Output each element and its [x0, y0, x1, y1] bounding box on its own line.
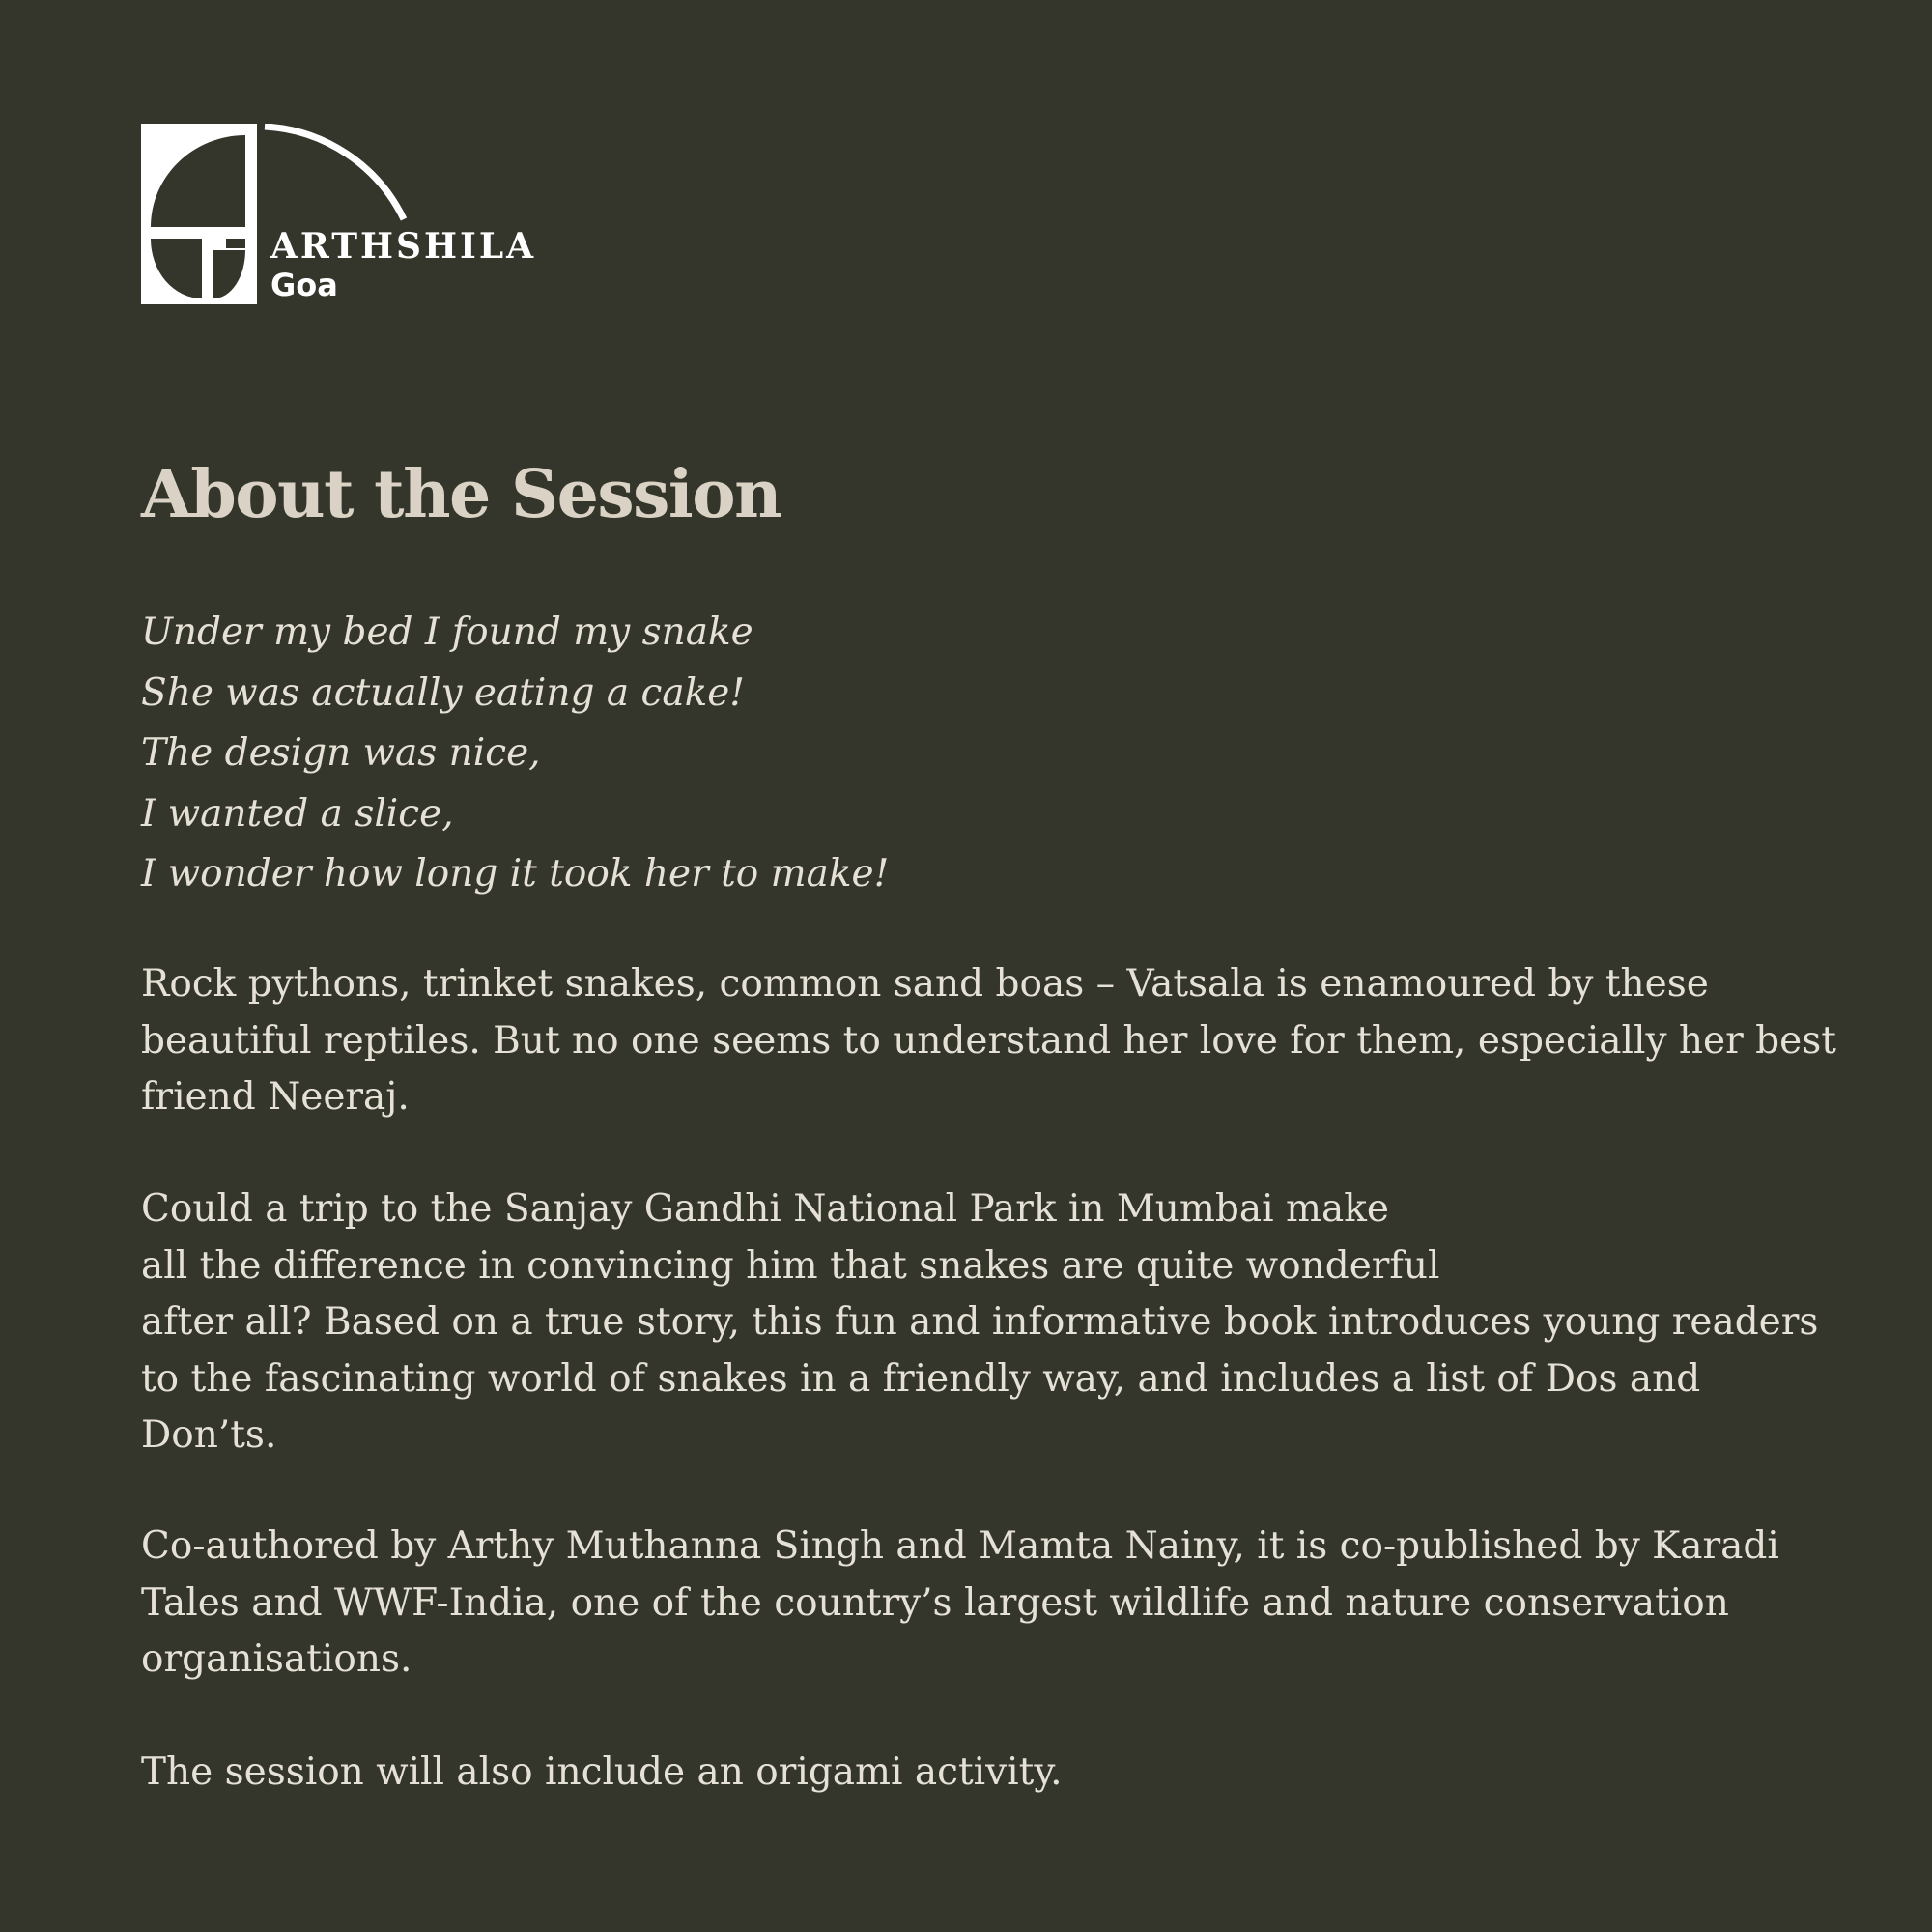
- paragraph-line: Don’ts.: [141, 1413, 277, 1457]
- paragraph-line: Tales and WWF-India, one of the country’s largest wildlife and nature conservation: [141, 1580, 1729, 1625]
- arthshila-logo: [141, 124, 537, 317]
- paragraph-line: organisations.: [141, 1637, 412, 1681]
- paragraph-authors: [141, 1519, 1812, 1689]
- poem-line: The design was nice,: [141, 731, 541, 775]
- paragraph-line: Could a trip to the Sanjay Gandhi National Park in Mumbai make: [141, 1187, 1389, 1231]
- paragraph-line: all the difference in convincing him that snakes are quite wonderful: [141, 1243, 1440, 1288]
- logo-city: Goa: [270, 267, 338, 303]
- page-title: About the Session: [141, 456, 781, 533]
- paragraph-book-description: [141, 1181, 1819, 1464]
- paragraph-activity: [141, 1745, 1812, 1802]
- paragraph-line: Co-authored by Arthy Muthanna Singh and Mamta Nainy, it is co-published by Karadi: [141, 1524, 1779, 1568]
- logo-name: ARTHSHILA: [270, 226, 537, 267]
- paragraph-line: The session will also include an origami activity.: [141, 1750, 1063, 1794]
- paragraph-line: to the fascinating world of snakes in a friendly way, and includes a list of Dos and: [141, 1356, 1701, 1401]
- poem-line: She was actually eating a cake!: [141, 670, 745, 715]
- paragraph-line: after all? Based on a true story, this fun and informative book introduces young readers: [141, 1300, 1819, 1344]
- paragraph-story-intro: [141, 956, 1836, 1126]
- poem-line: I wanted a slice,: [141, 791, 454, 836]
- paragraph-line: friend Neeraj.: [141, 1075, 410, 1119]
- poem-line: I wonder how long it took her to make!: [141, 852, 890, 895]
- paragraph-line: Rock pythons, trinket snakes, common sand boas – Vatsala is enamoured by these: [141, 962, 1709, 1006]
- paragraph-line: beautiful reptiles. But no one seems to understand her love for them, especially her best: [141, 1018, 1836, 1063]
- poem: [141, 603, 889, 905]
- poem-line: Under my bed I found my snake: [141, 611, 753, 654]
